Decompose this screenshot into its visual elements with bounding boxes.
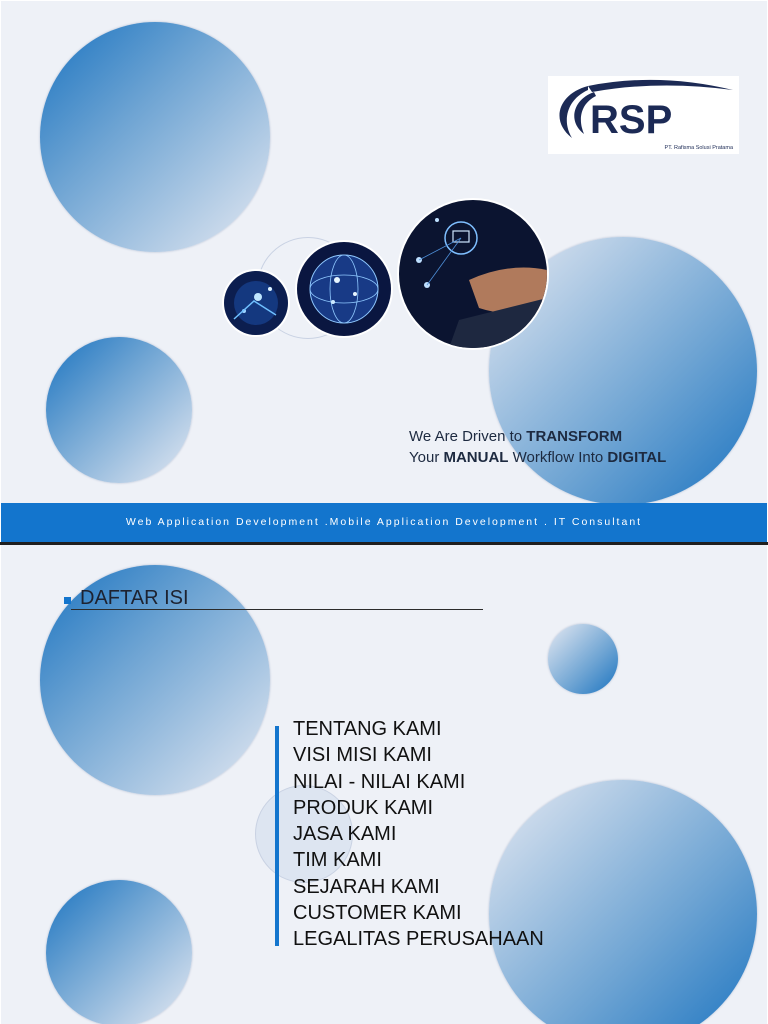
- rsp-logo-mark: [548, 76, 739, 154]
- tagline-line-1: [409, 426, 666, 447]
- title-bullet: [64, 597, 71, 604]
- digital-globe-image: [295, 240, 393, 338]
- logo-wordmark: RSP: [590, 98, 673, 142]
- services-band: Web Application Development .Mobile Application Development . IT Consultant: [1, 503, 767, 542]
- tagline-emphasis: TRANSFORM: [526, 428, 623, 445]
- cover-slide: [1, 1, 767, 542]
- tagline: [409, 426, 666, 468]
- tagline-emphasis: MANUAL: [443, 449, 509, 466]
- toc-item: TIM KAMI: [293, 849, 382, 872]
- toc-accent-bar: [275, 726, 279, 946]
- toc-title: DAFTAR ISI: [80, 587, 189, 609]
- toc-item: SEJARAH KAMI: [293, 875, 440, 898]
- logo-subtitle: PT. Rafisma Solusi Pratama: [664, 145, 733, 151]
- toc-item: VISI MISI KAMI: [293, 744, 432, 767]
- title-underline: [71, 609, 483, 610]
- tagline-line-2: [409, 447, 666, 468]
- tagline-text: Workflow Into: [508, 449, 608, 466]
- toc-list: [293, 716, 544, 953]
- tagline-emphasis: DIGITAL: [607, 449, 667, 466]
- tagline-text: Your: [409, 449, 444, 466]
- toc-item: NILAI - NILAI KAMI: [293, 770, 466, 793]
- circuit-network-image: [222, 269, 290, 337]
- company-logo: [548, 76, 739, 154]
- toc-item: JASA KAMI: [293, 823, 397, 846]
- touchscreen-hand-image: [397, 198, 549, 350]
- decorative-bubble: [46, 880, 192, 1024]
- tagline-text: We Are Driven to: [409, 428, 527, 445]
- toc-item: LEGALITAS PERUSAHAAN: [293, 928, 544, 951]
- toc-item: TENTANG KAMI: [293, 718, 442, 740]
- toc-item: PRODUK KAMI: [293, 796, 434, 819]
- decorative-bubble: [548, 624, 618, 694]
- toc-item: CUSTOMER KAMI: [293, 902, 462, 925]
- decorative-bubble: [40, 22, 270, 252]
- decorative-bubble: [46, 337, 192, 483]
- toc-slide: [1, 545, 767, 1024]
